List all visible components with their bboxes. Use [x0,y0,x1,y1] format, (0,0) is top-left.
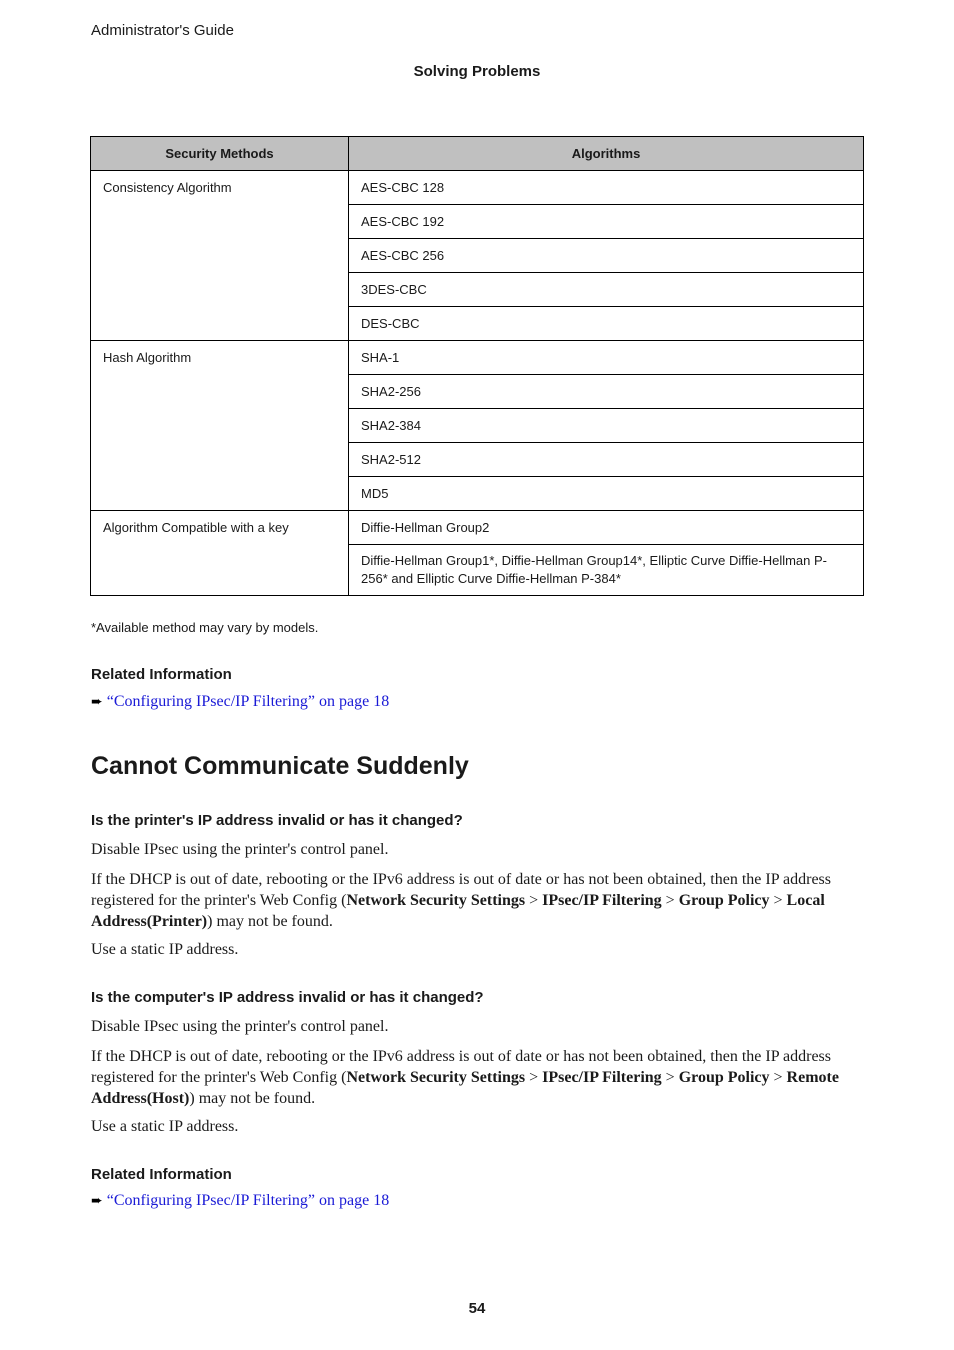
algorithm-cell: 3DES-CBC [349,273,864,307]
page-heading: Cannot Communicate Suddenly [91,752,469,780]
menu-path-item: Network Security Settings [346,892,526,909]
related-information-heading: Related Information [91,666,232,683]
text: If the DHCP is out of date, rebooting or the IPv6 address is out of date or has not been obtained, then the IP address registered for the printer's Web Config ( [91,871,831,909]
arrow-right-icon: ➨ [91,1193,103,1209]
section-title: Solving Problems [413,63,541,80]
page-number: 54 [468,1300,486,1317]
algorithm-cell: MD5 [349,477,864,511]
table-row [91,171,864,205]
table-row [91,511,864,545]
arrow-right-icon: ➨ [91,694,103,710]
algorithm-cell: AES-CBC 128 [349,171,864,205]
algorithm-cell: Diffie-Hellman Group1*, Diffie-Hellman Group14*, Elliptic Curve Diffie-Hellman P-256* and Elliptic Curve Diffie-Hellman P-384* [349,545,864,596]
algorithm-cell: SHA-1 [349,341,864,375]
paragraph: Disable IPsec using the printer's control panel. [91,1018,389,1035]
paragraph: Disable IPsec using the printer's control panel. [91,841,389,858]
paragraph: If the DHCP is out of date, rebooting or the IPv6 address is out of date or has not been obtained, then the IP address registered for the printer's Web Config (Network Security Settings > IPsec/IP Filtering > Group Policy > Local Address(Printer)) may not be found. [91,871,831,930]
paragraph: Use a static IP address. [91,941,239,958]
text: ) may not be found. [207,913,333,930]
algorithm-cell: SHA2-256 [349,375,864,409]
column-header-security-methods: Security Methods [91,137,349,171]
table-row [91,341,864,375]
document-title: Administrator's Guide [91,22,234,39]
related-link[interactable] [91,1192,389,1210]
table-footnote: *Available method may vary by models. [91,620,319,635]
algorithm-cell: Diffie-Hellman Group2 [349,511,864,545]
menu-path-item: IPsec/IP Filtering [542,1069,662,1086]
algorithm-cell: SHA2-512 [349,443,864,477]
algorithm-cell: AES-CBC 256 [349,239,864,273]
text: If the DHCP is out of date, rebooting or the IPv6 address is out of date or has not been obtained, then the IP address registered for the printer's Web Config ( [91,1048,831,1086]
related-information-heading: Related Information [91,1166,232,1183]
algorithm-cell: DES-CBC [349,307,864,341]
algorithm-cell: SHA2-384 [349,409,864,443]
menu-path-item: Group Policy [678,1069,770,1086]
table-header-row [91,137,864,171]
column-header-algorithms: Algorithms [349,137,864,171]
text: ) may not be found. [189,1090,316,1107]
paragraph: If the DHCP is out of date, rebooting or the IPv6 address is out of date or has not been obtained, then the IP address registered for the printer's Web Config (Network Security Settings > IPsec/IP Filtering > Group Policy > Remote Address(Host)) may not be found. [91,1048,839,1107]
paragraph: Use a static IP address. [91,1118,239,1135]
related-link-text[interactable]: “Configuring IPsec/IP Filtering” on page 18 [106,1192,390,1209]
method-cell: Algorithm Compatible with a key [91,511,349,596]
question-heading: Is the computer's IP address invalid or has it changed? [91,989,484,1006]
menu-path-item: Network Security Settings [346,1069,526,1086]
menu-path-item: IPsec/IP Filtering [542,892,662,909]
related-link[interactable] [91,693,389,711]
algorithm-cell: AES-CBC 192 [349,205,864,239]
menu-path-item: Local Address(Printer) [91,892,825,930]
menu-path-item: Group Policy [678,892,770,909]
method-cell: Hash Algorithm [91,341,349,511]
method-cell: Consistency Algorithm [91,171,349,341]
security-methods-table [90,136,864,596]
menu-path-item: Remote Address(Host) [91,1069,839,1107]
related-link-text[interactable]: “Configuring IPsec/IP Filtering” on page 18 [106,693,390,710]
question-heading: Is the printer's IP address invalid or has it changed? [91,812,463,829]
